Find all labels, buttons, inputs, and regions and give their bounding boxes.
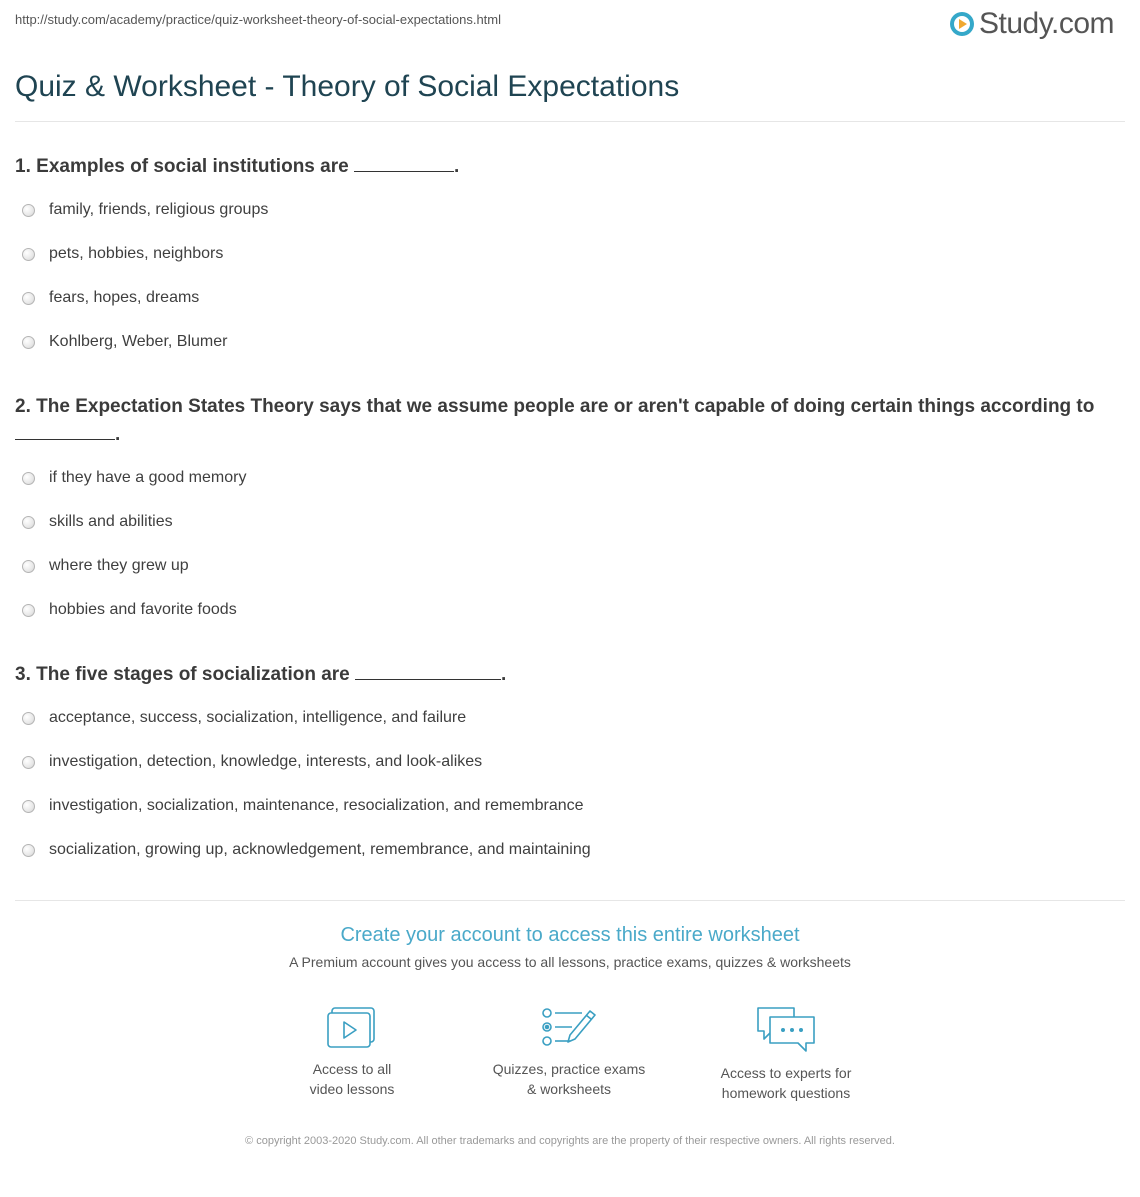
study-logo-icon	[949, 11, 975, 37]
feature-label-line1: Quizzes, practice exams	[492, 1061, 646, 1077]
radio-button[interactable]	[22, 204, 35, 217]
cta-divider	[15, 900, 1125, 901]
answer-option[interactable]	[22, 331, 227, 353]
question-3	[15, 661, 1105, 689]
answer-label: fears, hopes, dreams	[49, 289, 200, 306]
radio-button[interactable]	[22, 712, 35, 725]
quiz-checklist-icon	[540, 1005, 598, 1051]
radio-button[interactable]	[22, 756, 35, 769]
radio-button[interactable]	[22, 292, 35, 305]
radio-button[interactable]	[22, 800, 35, 813]
radio-button[interactable]	[22, 336, 35, 349]
answer-label: if they have a good memory	[49, 469, 247, 486]
answer-option[interactable]	[22, 599, 237, 621]
answer-option[interactable]	[22, 287, 199, 309]
answer-option[interactable]	[22, 707, 466, 729]
answer-label: Kohlberg, Weber, Blumer	[49, 333, 228, 350]
feature-video-lessons	[262, 1005, 442, 1099]
radio-button[interactable]	[22, 516, 35, 529]
feature-experts	[696, 1005, 876, 1103]
answer-blank	[354, 153, 454, 172]
radio-button[interactable]	[22, 248, 35, 261]
question-1	[15, 153, 1105, 181]
answer-option[interactable]	[22, 839, 591, 861]
answer-label: investigation, socialization, maintenance, resocialization, and remembrance	[49, 797, 584, 814]
question-end: .	[115, 424, 121, 445]
question-number: 2.	[15, 396, 31, 417]
answer-label: acceptance, success, socialization, intelligence, and failure	[49, 709, 467, 726]
feature-label-line1: Access to experts for	[720, 1065, 852, 1081]
answer-blank	[355, 661, 501, 680]
answer-option[interactable]	[22, 751, 482, 773]
radio-button[interactable]	[22, 604, 35, 617]
question-2	[15, 393, 1105, 449]
chat-bubbles-icon	[754, 1005, 818, 1055]
question-number: 3.	[15, 664, 31, 685]
answer-option[interactable]	[22, 467, 246, 489]
question-end: .	[501, 664, 507, 685]
answer-label: socialization, growing up, acknowledgement, remembrance, and maintaining	[49, 841, 591, 858]
copyright-notice: © copyright 2003-2020 Study.com. All other trademarks and copyrights are the property of their respective owners. All rights reserved.	[245, 1135, 895, 1147]
answer-option[interactable]	[22, 795, 584, 817]
question-text: The Expectation States Theory says that we assume people are or aren't capable of doing certain things according to	[36, 396, 1095, 417]
title-divider	[15, 121, 1125, 122]
create-account-link[interactable]: Create your account to access this entire worksheet	[340, 924, 800, 946]
feature-quizzes	[479, 1005, 659, 1099]
feature-label-line2: homework questions	[721, 1085, 851, 1101]
question-end: .	[453, 156, 460, 177]
question-number: 1.	[15, 156, 31, 177]
answer-label: pets, hobbies, neighbors	[49, 245, 224, 262]
answer-option[interactable]	[22, 511, 173, 533]
answer-label: hobbies and favorite foods	[49, 601, 237, 618]
video-lessons-icon	[326, 1005, 378, 1051]
answer-label: where they grew up	[49, 557, 189, 574]
page-title: Quiz & Worksheet - Theory of Social Expectations	[15, 70, 680, 103]
question-text: The five stages of socialization are	[36, 664, 350, 685]
question-text: Examples of social institutions are	[36, 156, 349, 177]
page-url: http://study.com/academy/practice/quiz-worksheet-theory-of-social-expectations.html	[15, 12, 502, 27]
radio-button[interactable]	[22, 560, 35, 573]
answer-label: skills and abilities	[49, 513, 173, 530]
answer-option[interactable]	[22, 243, 223, 265]
radio-button[interactable]	[22, 472, 35, 485]
answer-label: investigation, detection, knowledge, interests, and look-alikes	[49, 753, 483, 770]
answer-option[interactable]	[22, 555, 189, 577]
study-logo[interactable]	[949, 8, 1114, 40]
answer-option[interactable]	[22, 199, 268, 221]
feature-label-line1: Access to all	[312, 1061, 392, 1077]
study-logo-text: Study.com	[979, 7, 1114, 40]
cta-subtitle: A Premium account gives you access to all lessons, practice exams, quizzes & worksheets	[289, 954, 851, 970]
radio-button[interactable]	[22, 844, 35, 857]
answer-label: family, friends, religious groups	[49, 201, 269, 218]
answer-blank	[15, 421, 115, 440]
feature-label-line2: video lessons	[309, 1081, 395, 1097]
feature-label-line2: & worksheets	[526, 1081, 612, 1097]
